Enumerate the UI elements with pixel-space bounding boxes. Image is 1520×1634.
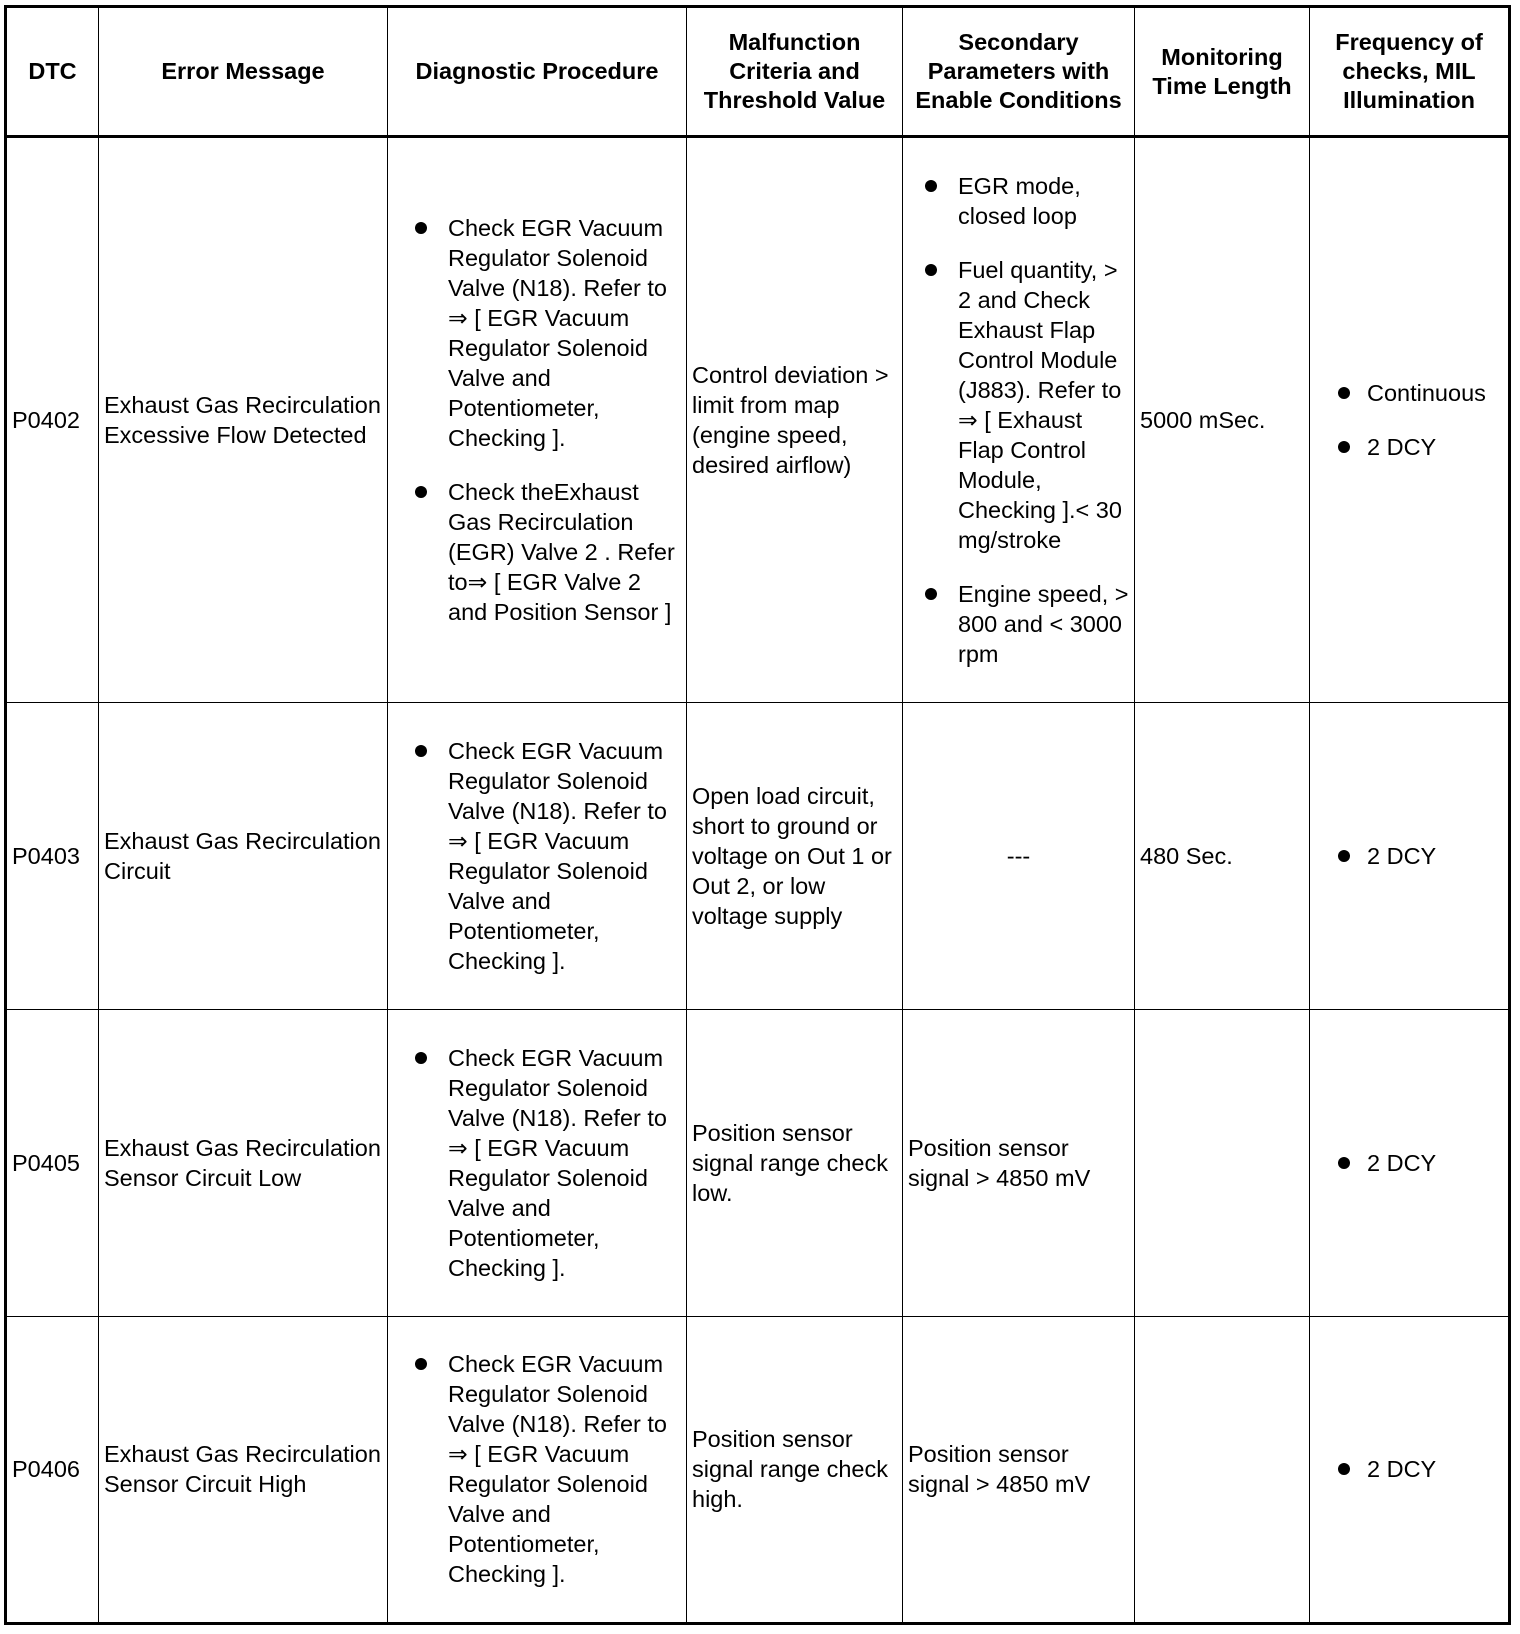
frequency-item: 2 DCY <box>1315 432 1503 462</box>
procedure-item: Check EGR Vacuum Regulator Solenoid Valve (N18). Refer to ⇒ [ EGR Vacuum Regulator Solenoid Valve and Potentiometer, Checking ]. <box>393 1043 681 1283</box>
secondary-parameters: Position sensor signal > 4850 mV <box>903 1316 1135 1623</box>
table-row <box>6 1009 1510 1316</box>
diagnostic-procedure <box>388 703 687 1009</box>
procedure-item: Check EGR Vacuum Regulator Solenoid Valve (N18). Refer to ⇒ [ EGR Vacuum Regulator Solenoid Valve and Potentiometer, Checking ]. <box>393 736 681 976</box>
frequency <box>1310 1009 1510 1316</box>
monitoring-time <box>1135 1009 1310 1316</box>
error-message: Exhaust Gas Recirculation Sensor Circuit High <box>99 1316 388 1623</box>
monitoring-time: 480 Sec. <box>1135 703 1310 1009</box>
secondary-parameter-item: EGR mode, closed loop <box>908 171 1129 231</box>
secondary-parameter-item: Engine speed, > 800 and < 3000 rpm <box>908 579 1129 669</box>
header-diagnostic-procedure: Diagnostic Procedure <box>388 7 687 137</box>
header-frequency: Frequency of checks, MIL Illumination <box>1310 7 1510 137</box>
dtc-code: P0406 <box>6 1316 99 1623</box>
procedure-item: Check EGR Vacuum Regulator Solenoid Valve (N18). Refer to ⇒ [ EGR Vacuum Regulator Solenoid Valve and Potentiometer, Checking ]. <box>393 213 681 453</box>
procedure-item: Check theExhaust Gas Recirculation (EGR) Valve 2 . Refer to⇒ [ EGR Valve 2 and Position Sensor ] <box>393 477 681 627</box>
table-row <box>6 1316 1510 1623</box>
dtc-code: P0405 <box>6 1009 99 1316</box>
malfunction-criteria: Control deviation > limit from map (engine speed, desired airflow) <box>687 137 903 703</box>
monitoring-time <box>1135 1316 1310 1623</box>
malfunction-criteria: Position sensor signal range check high. <box>687 1316 903 1623</box>
frequency <box>1310 137 1510 703</box>
frequency-item: 2 DCY <box>1315 841 1503 871</box>
header-error-message: Error Message <box>99 7 388 137</box>
malfunction-criteria: Position sensor signal range check low. <box>687 1009 903 1316</box>
header-secondary-parameters: Secondary Parameters with Enable Conditions <box>903 7 1135 137</box>
error-message: Exhaust Gas Recirculation Excessive Flow Detected <box>99 137 388 703</box>
frequency-item: Continuous <box>1315 378 1503 408</box>
secondary-parameter-item: Fuel quantity, > 2 and Check Exhaust Flap Control Module (J883). Refer to ⇒ [ Exhaust Flap Control Module, Checking ].< 30 mg/stroke <box>908 255 1129 555</box>
header-malfunction-criteria: Malfunction Criteria and Threshold Value <box>687 7 903 137</box>
error-message: Exhaust Gas Recirculation Sensor Circuit Low <box>99 1009 388 1316</box>
diagnostic-procedure <box>388 1316 687 1623</box>
error-message: Exhaust Gas Recirculation Circuit <box>99 703 388 1009</box>
frequency-item: 2 DCY <box>1315 1454 1503 1484</box>
monitoring-time: 5000 mSec. <box>1135 137 1310 703</box>
dtc-code: P0403 <box>6 703 99 1009</box>
header-row <box>6 7 1510 137</box>
header-dtc: DTC <box>6 7 99 137</box>
table-row <box>6 703 1510 1009</box>
procedure-item: Check EGR Vacuum Regulator Solenoid Valve (N18). Refer to ⇒ [ EGR Vacuum Regulator Solenoid Valve and Potentiometer, Checking ]. <box>393 1349 681 1589</box>
dtc-table <box>4 5 1511 1625</box>
diagnostic-procedure <box>388 1009 687 1316</box>
frequency <box>1310 1316 1510 1623</box>
malfunction-criteria: Open load circuit, short to ground or voltage on Out 1 or Out 2, or low voltage supply <box>687 703 903 1009</box>
table-row <box>6 137 1510 703</box>
secondary-parameters: Position sensor signal > 4850 mV <box>903 1009 1135 1316</box>
frequency <box>1310 703 1510 1009</box>
frequency-item: 2 DCY <box>1315 1148 1503 1178</box>
secondary-parameters <box>903 137 1135 703</box>
secondary-parameters: --- <box>903 703 1135 1009</box>
diagnostic-procedure <box>388 137 687 703</box>
dtc-code: P0402 <box>6 137 99 703</box>
header-monitoring-time: Monitoring Time Length <box>1135 7 1310 137</box>
